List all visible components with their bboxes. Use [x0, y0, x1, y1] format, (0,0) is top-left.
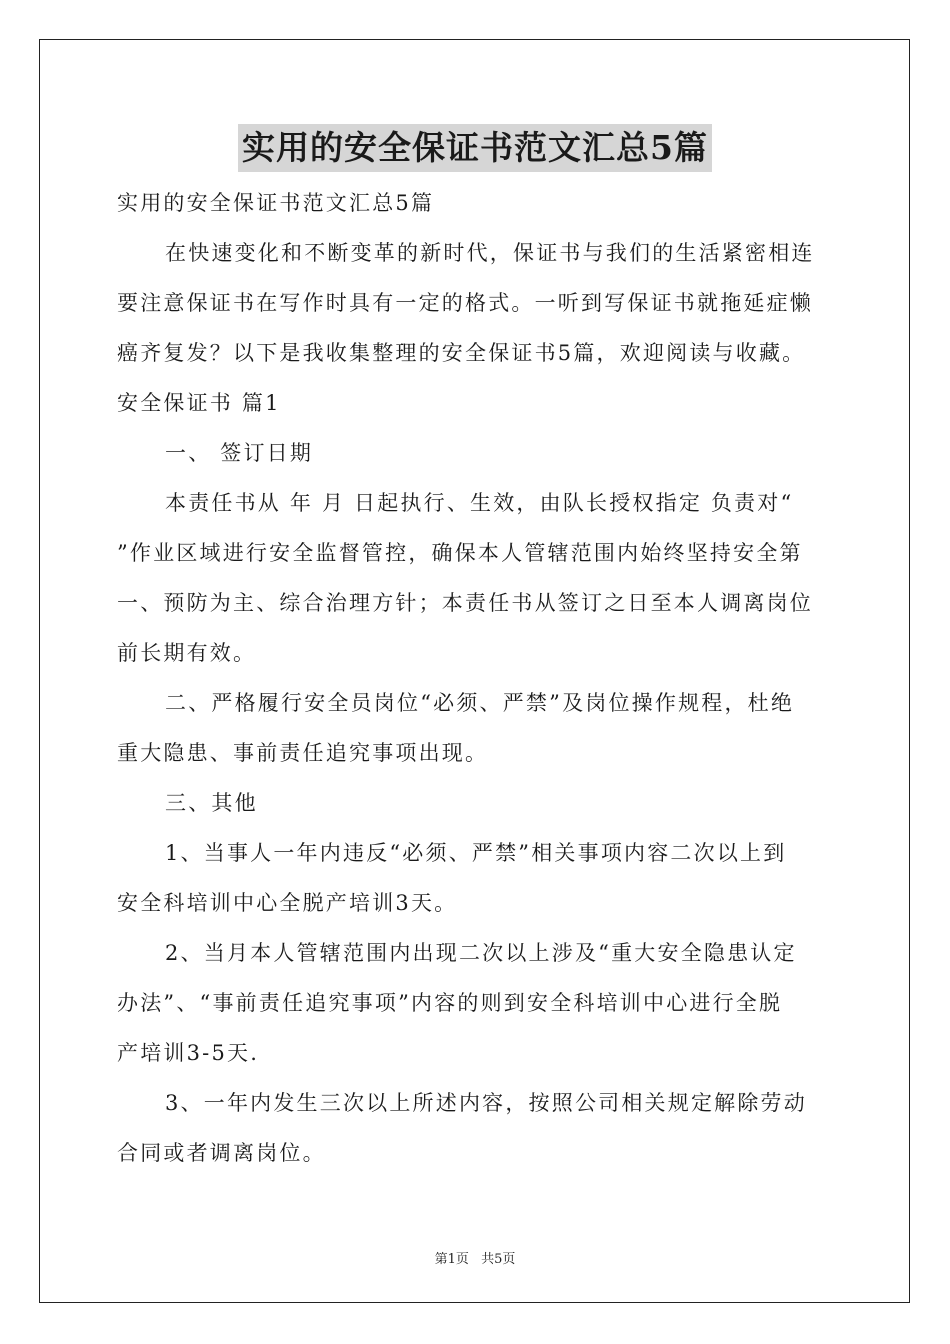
body-line: 在快速变化和不断变革的新时代，保证书与我们的生活紧密相连	[165, 241, 815, 265]
page-number: 第1页	[434, 1252, 469, 1267]
body-line: 本责任书从 年 月 日起执行、生效，由队长授权指定 负责对“	[165, 491, 794, 515]
page-total: 共5页	[481, 1252, 516, 1267]
page-footer	[0, 1248, 950, 1267]
body-line: 一、预防为主、综合治理方针；本责任书从签订之日至本人调离岗位	[117, 591, 813, 615]
body-line: 癌齐复发？以下是我收集整理的安全保证书5篇，欢迎阅读与收藏。	[117, 341, 806, 365]
body-line: 合同或者调离岗位。	[117, 1141, 326, 1165]
body-line: 一、 签订日期	[165, 441, 314, 465]
body-line: 3、一年内发生三次以上所述内容，按照公司相关规定解除劳动	[165, 1091, 807, 1115]
body-line: 前长期有效。	[117, 641, 257, 665]
body-line: 产培训3-5天.	[117, 1041, 260, 1065]
body-line: 三、其他	[165, 791, 258, 815]
document-body	[117, 178, 833, 1178]
body-line: 重大隐患、事前责任追究事项出现。	[117, 741, 489, 765]
body-line: 1、当事人一年内违反“必须、严禁”相关事项内容二次以上到	[165, 841, 787, 865]
body-line: 实用的安全保证书范文汇总5篇	[117, 191, 435, 215]
body-line: 办法”、“事前责任追究事项”内容的则到安全科培训中心进行全脱	[117, 991, 783, 1015]
title-container	[0, 124, 950, 172]
body-line: 二、严格履行安全员岗位“必须、严禁”及岗位操作规程，杜绝	[165, 691, 795, 715]
body-line: 2、当月本人管辖范围内出现二次以上涉及“重大安全隐患认定	[165, 941, 797, 965]
section-heading: 安全保证书 篇1	[117, 391, 281, 415]
body-line: 安全科培训中心全脱产培训3天。	[117, 891, 458, 915]
body-line: 要注意保证书在写作时具有一定的格式。一听到写保证书就拖延症懒	[117, 291, 813, 315]
document-title: 实用的安全保证书范文汇总5篇	[238, 124, 712, 172]
body-line: ”作业区域进行安全监督管控，确保本人管辖范围内始终坚持安全第	[117, 541, 803, 565]
